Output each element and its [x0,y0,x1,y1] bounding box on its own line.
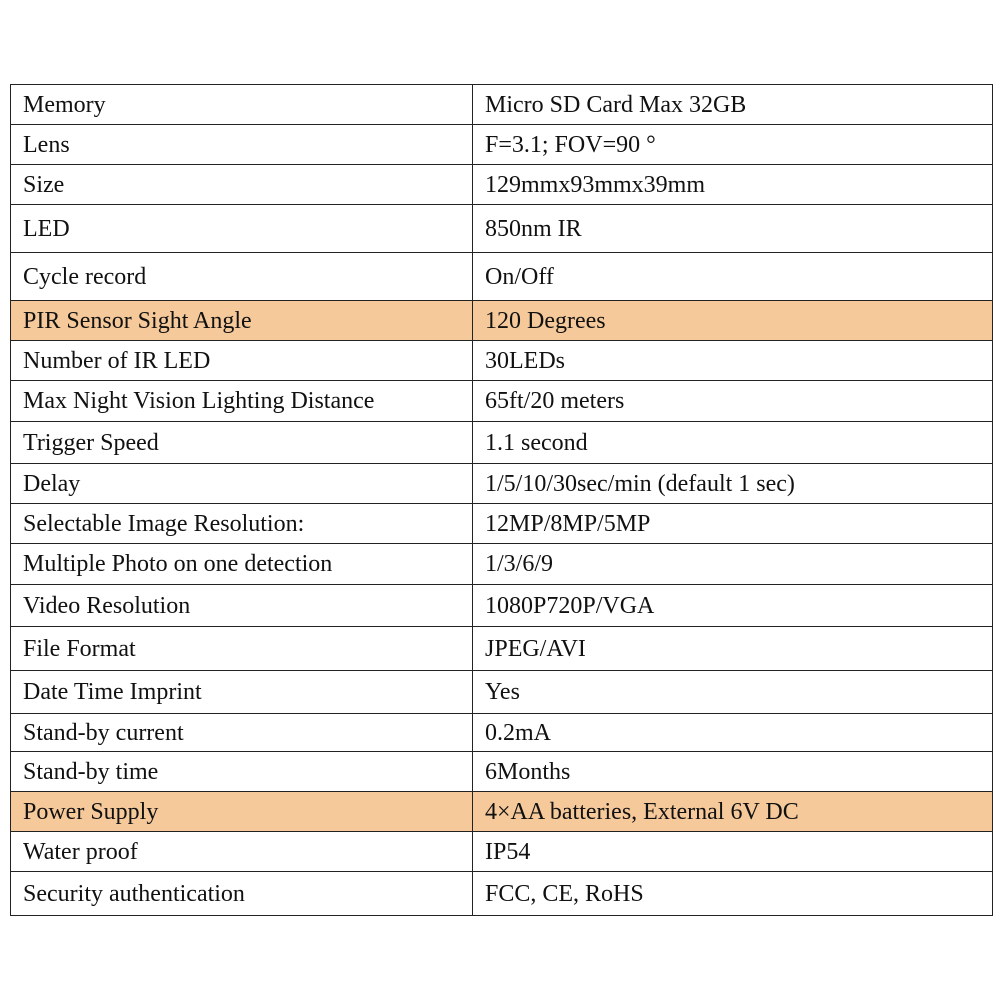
spec-label-cell: Video Resolution [11,585,473,627]
spec-value-cell: Yes [473,671,993,714]
spec-value-cell: JPEG/AVI [473,627,993,671]
spec-value-cell: FCC, CE, RoHS [473,872,993,916]
table-row [11,627,993,671]
table-row [11,253,993,301]
spec-label-cell: Stand-by time [11,752,473,792]
spec-value-cell: 65ft/20 meters [473,381,993,422]
table-row [11,341,993,381]
spec-table-body [11,85,993,916]
spec-label-cell: Size [11,165,473,205]
table-row [11,792,993,832]
spec-value-cell: 1/5/10/30sec/min (default 1 sec) [473,464,993,504]
spec-value-cell: On/Off [473,253,993,301]
table-row [11,832,993,872]
table-row [11,464,993,504]
table-row [11,544,993,585]
table-row [11,85,993,125]
spec-label-cell: Cycle record [11,253,473,301]
spec-value-cell: 6Months [473,752,993,792]
spec-value-cell: 850nm IR [473,205,993,253]
table-row [11,381,993,422]
spec-label-cell: Memory [11,85,473,125]
spec-value-cell: 12MP/8MP/5MP [473,504,993,544]
table-row [11,714,993,752]
spec-label-cell: Stand-by current [11,714,473,752]
spec-label-cell: Trigger Speed [11,422,473,464]
spec-value-cell: Micro SD Card Max 32GB [473,85,993,125]
spec-value-cell: 129mmx93mmx39mm [473,165,993,205]
spec-table [10,84,993,916]
spec-label-cell: Number of IR LED [11,341,473,381]
spec-value-cell: 1080P720P/VGA [473,585,993,627]
spec-label-cell: LED [11,205,473,253]
spec-label-cell: Power Supply [11,792,473,832]
table-row [11,422,993,464]
spec-label-cell: File Format [11,627,473,671]
spec-label-cell: PIR Sensor Sight Angle [11,301,473,341]
spec-label-cell: Date Time Imprint [11,671,473,714]
table-row [11,752,993,792]
spec-label-cell: Selectable Image Resolution: [11,504,473,544]
spec-label-cell: Multiple Photo on one detection [11,544,473,585]
spec-value-cell: F=3.1; FOV=90 ° [473,125,993,165]
spec-label-cell: Lens [11,125,473,165]
table-row [11,125,993,165]
table-row [11,205,993,253]
spec-value-cell: 0.2mA [473,714,993,752]
spec-value-cell: 1.1 second [473,422,993,464]
table-row [11,165,993,205]
spec-label-cell: Water proof [11,832,473,872]
spec-value-cell: 120 Degrees [473,301,993,341]
spec-value-cell: IP54 [473,832,993,872]
spec-label-cell: Security authentication [11,872,473,916]
table-row [11,671,993,714]
spec-label-cell: Max Night Vision Lighting Distance [11,381,473,422]
spec-label-cell: Delay [11,464,473,504]
spec-value-cell: 1/3/6/9 [473,544,993,585]
table-row [11,301,993,341]
table-row [11,872,993,916]
spec-value-cell: 30LEDs [473,341,993,381]
table-row [11,585,993,627]
table-row [11,504,993,544]
spec-value-cell: 4×AA batteries, External 6V DC [473,792,993,832]
